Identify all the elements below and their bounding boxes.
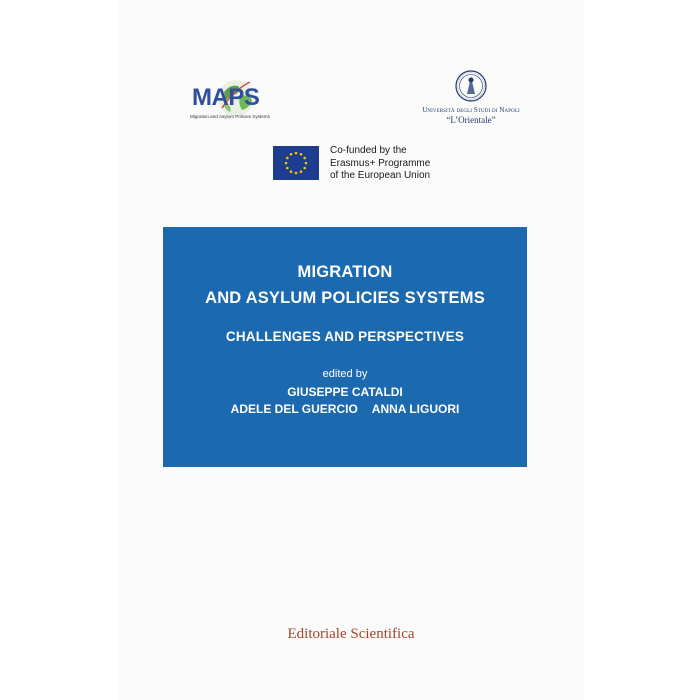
- eu-text-line: Co-funded by the: [330, 145, 407, 156]
- university-logo: [408, 70, 534, 132]
- book-title-line: AND ASYLUM POLICIES SYSTEMS: [205, 289, 485, 307]
- maps-logo: [190, 78, 300, 128]
- eu-text-line: of the European Union: [330, 170, 431, 181]
- book-subtitle: CHALLENGES AND PERSPECTIVES: [225, 329, 465, 344]
- edited-by-label: edited by: [322, 368, 368, 380]
- eu-flag-icon: [273, 146, 319, 180]
- eu-text-line: Erasmus+ Programme: [330, 157, 431, 169]
- editors-line: [163, 402, 527, 416]
- editor-name: ANNA LIGUORI: [371, 402, 460, 416]
- eu-cofunded-text: [330, 145, 450, 183]
- publisher-name: Editoriale Scientifica: [287, 626, 415, 642]
- book-title: [163, 259, 527, 311]
- university-seal-icon: [455, 70, 487, 102]
- university-name: Università degli Studi di Napoli: [422, 106, 520, 114]
- editor-name: GIUSEPPE CATALDI: [287, 385, 403, 399]
- university-subtitle: “L’Orientale”: [446, 115, 496, 125]
- title-box: [163, 227, 527, 467]
- maps-logo-text: MAPS: [192, 84, 260, 111]
- book-title-line: MIGRATION: [297, 263, 393, 281]
- maps-logo-subtitle: Migration and Asylum Policies Systems: [190, 114, 270, 119]
- editor-name: ADELE DEL GUERCIO: [230, 402, 358, 416]
